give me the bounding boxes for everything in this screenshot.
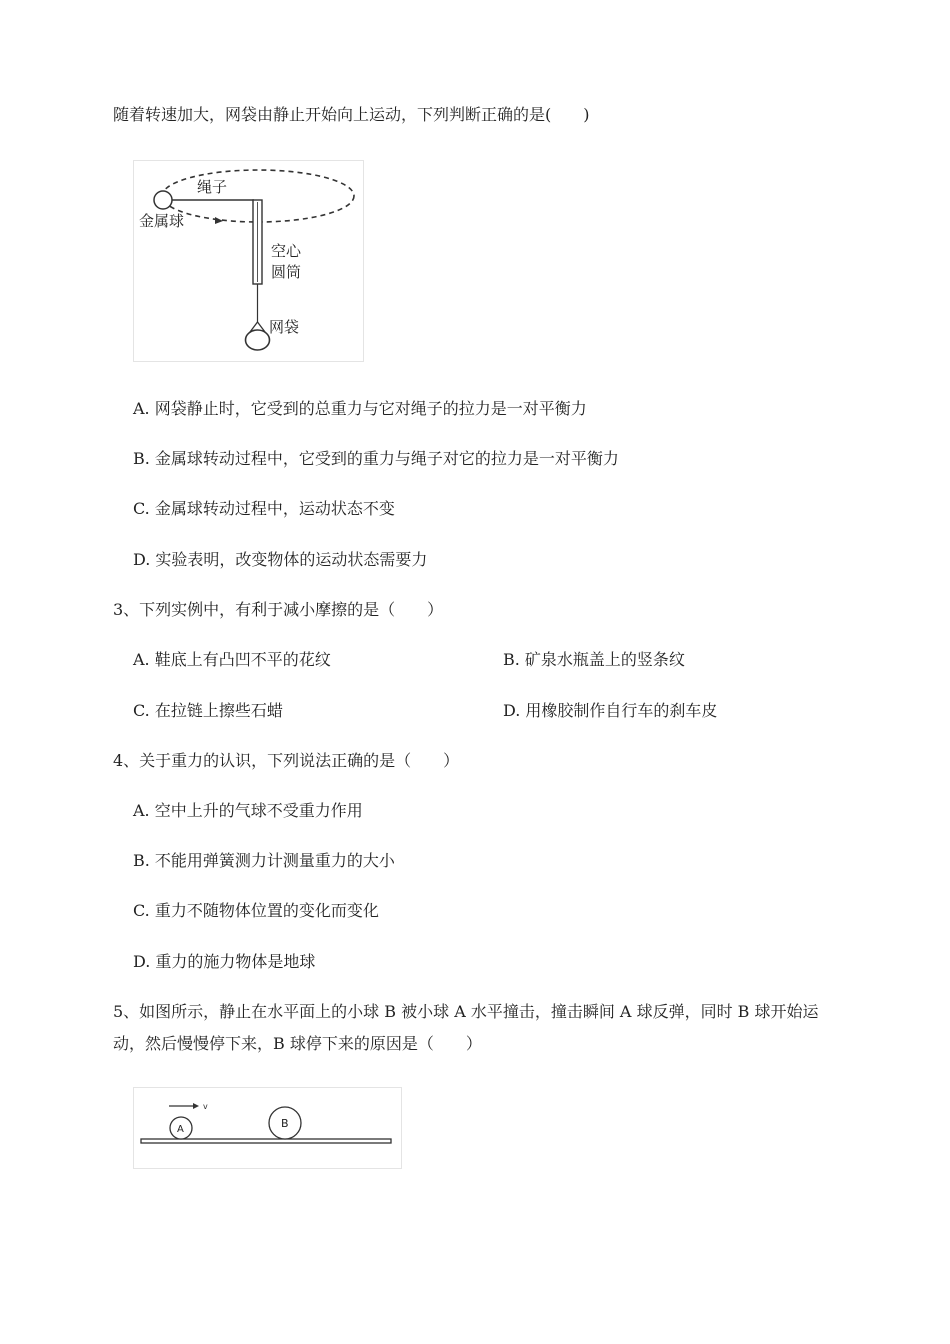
label-rope: 绳子	[197, 178, 228, 196]
q2-option-c: C. 金属球转动过程中，运动状态不变	[133, 499, 395, 518]
label-bag: 网袋	[269, 318, 300, 336]
q2-stem: 随着转速加大，网袋由静止开始向上运动，下列判断正确的是( )	[113, 105, 590, 124]
q3-option-b: B. 矿泉水瓶盖上的竖条纹	[503, 650, 685, 669]
label-a: A	[177, 1124, 184, 1135]
q4-option-d: D. 重力的施力物体是地球	[133, 952, 316, 971]
q2-figure	[133, 160, 364, 362]
label-b: B	[281, 1117, 289, 1130]
q4-option-b: B. 不能用弹簧测力计测量重力的大小	[133, 851, 395, 870]
motion-arrow	[215, 217, 223, 224]
label-v: v	[203, 1102, 208, 1111]
q5-stem-line-1: 5、如图所示，静止在水平面上的小球 B 被小球 A 水平撞击，撞击瞬间 A 球反弹，同时 B 球开始运	[113, 1002, 819, 1021]
q4-option-a: A. 空中上升的气球不受重力作用	[133, 801, 363, 820]
q4-option-c: C. 重力不随物体位置的变化而变化	[133, 901, 379, 920]
q2-option-b: B. 金属球转动过程中，它受到的重力与绳子对它的拉力是一对平衡力	[133, 449, 619, 468]
label-ball: 金属球	[139, 212, 185, 230]
q2-option-d: D. 实验表明，改变物体的运动状态需要力	[133, 550, 428, 569]
q5-stem-line-2: 动，然后慢慢停下来，B 球停下来的原因是（ ）	[113, 1034, 482, 1053]
q4-stem: 4、关于重力的认识，下列说法正确的是（ ）	[113, 751, 460, 770]
label-tube-2: 圆筒	[271, 263, 302, 281]
ground-surface	[141, 1139, 391, 1143]
label-tube-1: 空心	[271, 242, 302, 260]
q5-figure	[133, 1087, 403, 1169]
q3-option-d: D. 用橡胶制作自行车的刹车皮	[503, 701, 718, 720]
net-bag	[246, 330, 270, 350]
q3-stem: 3、下列实例中，有利于减小摩擦的是（ ）	[113, 600, 444, 619]
q3-option-c: C. 在拉链上擦些石蜡	[133, 701, 283, 720]
metal-ball	[154, 191, 172, 209]
q2-option-a: A. 网袋静止时，它受到的总重力与它对绳子的拉力是一对平衡力	[133, 399, 587, 418]
q3-option-a: A. 鞋底上有凸凹不平的花纹	[133, 650, 331, 669]
